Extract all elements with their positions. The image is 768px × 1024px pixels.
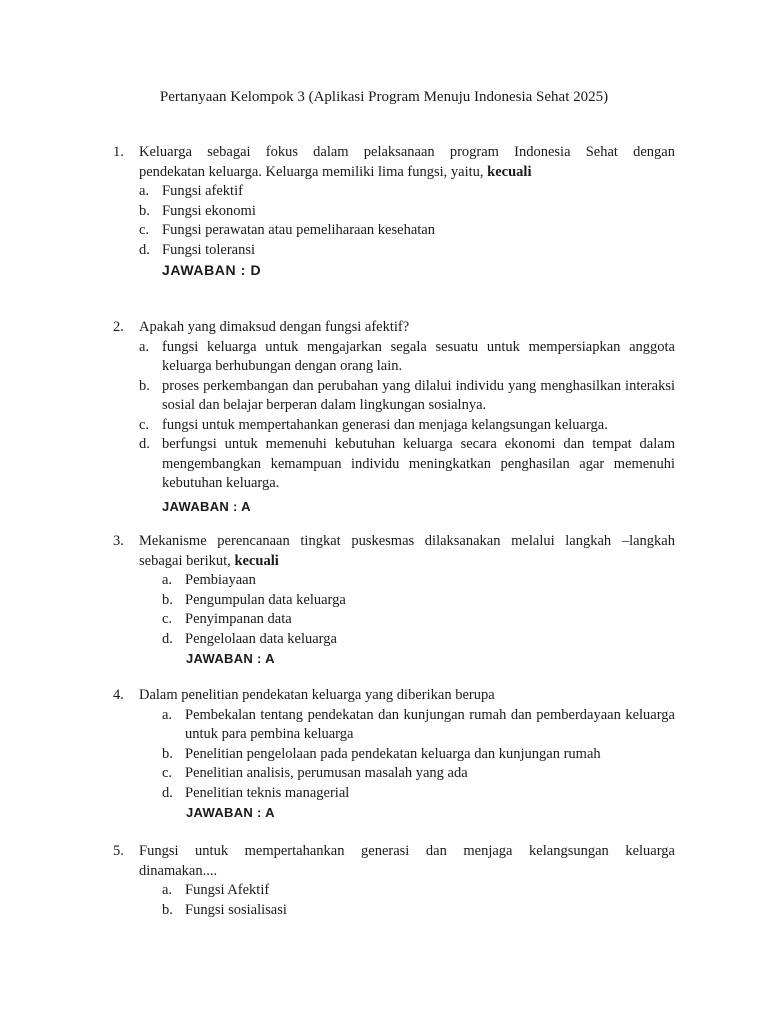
- option-text: berfungsi untuk memenuhi kebutuhan keluarga secara ekonomi dan tempat dalam mengembangkan kemampuan individu meningkatkan penghasilan agar memenuhi kebutuhan keluarga.: [162, 436, 675, 491]
- question-text-tail: sebagai berikut,: [139, 552, 235, 569]
- answer-label: JAWABAN : A: [162, 498, 251, 514]
- question-text-line: Mekanisme perencanaan tingkat puskesmas dilaksanakan melalui langkah –langkah: [139, 533, 675, 549]
- option-a: [162, 571, 675, 591]
- option-text: Fungsi perawatan atau pemeliharaan kesehatan: [162, 222, 435, 238]
- option-a: [139, 182, 675, 202]
- option-a: [139, 338, 675, 377]
- option-text: Fungsi sosialisasi: [185, 901, 287, 918]
- option-letter: d.: [162, 784, 173, 801]
- option-text: Fungsi afektif: [162, 183, 243, 199]
- option-letter: a.: [139, 183, 150, 199]
- question-number: 2.: [113, 319, 124, 335]
- option-letter: b.: [162, 901, 173, 918]
- question-3: [113, 532, 675, 669]
- question-5: [113, 842, 675, 920]
- question-text-last-line: [139, 163, 675, 183]
- option-text: Penelitian teknis managerial: [185, 784, 350, 801]
- question-text: [139, 842, 675, 881]
- question-text-last-line: Apakah yang dimaksud dengan fungsi afektif?: [139, 319, 410, 335]
- option-letter: c.: [139, 416, 150, 433]
- option-text: fungsi keluarga untuk mengajarkan segala sesuatu untuk mempersiapkan anggota keluarga berhubungan dengan orang lain.: [162, 338, 675, 374]
- option-list: [113, 182, 675, 260]
- option-list: [113, 881, 675, 920]
- question-text: [139, 143, 675, 182]
- option-list: [113, 571, 675, 649]
- answer-label: JAWABAN : A: [186, 805, 275, 820]
- option-c: [139, 416, 675, 436]
- option-d: [139, 435, 675, 494]
- answer-label: JAWABAN : A: [186, 651, 275, 666]
- question-text: [139, 318, 675, 338]
- option-text: Pengelolaan data keluarga: [185, 630, 337, 647]
- option-text: Fungsi Afektif: [185, 882, 270, 898]
- question-text-last-line: [139, 552, 675, 572]
- option-list: [113, 338, 675, 494]
- option-text: Pembekalan tentang pendekatan dan kunjungan rumah dan pemberdayaan keluarga untuk para pembina keluarga: [185, 706, 675, 742]
- option-c: [162, 764, 675, 784]
- option-letter: b.: [139, 377, 150, 394]
- option-letter: d.: [139, 241, 150, 258]
- option-text: proses perkembangan dan perubahan yang dilalui individu yang menghasilkan interaksi sosial dan belajar berperan dalam lingkungan sosialnya.: [162, 377, 675, 413]
- option-c: [162, 610, 675, 630]
- option-text: Fungsi toleransi: [162, 241, 256, 258]
- question-number: 3.: [113, 533, 124, 549]
- option-a: [162, 706, 675, 745]
- option-b: [162, 901, 675, 921]
- question-text: [139, 532, 675, 571]
- question-4: [113, 686, 675, 823]
- question-text-last-line: dinamakan....: [139, 862, 218, 879]
- option-letter: d.: [162, 630, 173, 647]
- page-title: Pertanyaan Kelompok 3 (Aplikasi Program Menuju Indonesia Sehat 2025): [159, 89, 609, 105]
- option-letter: b.: [162, 591, 173, 608]
- option-text: fungsi untuk mempertahankan generasi dan menjaga kelangsungan keluarga.: [162, 416, 608, 433]
- option-letter: c.: [162, 611, 173, 627]
- option-letter: a.: [139, 338, 150, 355]
- option-b: [139, 377, 675, 416]
- option-letter: a.: [162, 882, 173, 898]
- option-letter: b.: [139, 202, 150, 219]
- option-letter: a.: [162, 706, 173, 723]
- option-d: [139, 241, 675, 261]
- option-text: Penelitian analisis, perumusan masalah yang ada: [185, 765, 468, 781]
- option-b: [139, 202, 675, 222]
- question-keyword: kecuali: [487, 163, 532, 180]
- option-letter: b.: [162, 745, 173, 762]
- answer-label: JAWABAN : D: [162, 262, 262, 278]
- option-b: [162, 745, 675, 765]
- option-b: [162, 591, 675, 611]
- question-text: [139, 686, 675, 706]
- question-text-last-line: Dalam penelitian pendekatan keluarga yang diberikan berupa: [139, 687, 495, 703]
- question-number: 1.: [113, 144, 124, 160]
- option-a: [162, 881, 675, 901]
- option-d: [162, 784, 675, 804]
- option-text: Fungsi ekonomi: [162, 202, 256, 219]
- option-text: Pembiayaan: [185, 572, 256, 588]
- option-letter: c.: [162, 765, 173, 781]
- question-keyword: kecuali: [234, 552, 279, 569]
- option-text: Penelitian pengelolaan pada pendekatan keluarga dan kunjungan rumah: [185, 745, 601, 762]
- option-text: Pengumpulan data keluarga: [185, 591, 346, 608]
- question-1: [113, 143, 675, 280]
- option-c: [139, 221, 675, 241]
- option-letter: a.: [162, 572, 173, 588]
- question-text-line: Keluarga sebagai fokus dalam pelaksanaan program Indonesia Sehat dengan: [139, 144, 675, 160]
- option-d: [162, 630, 675, 650]
- option-list: [113, 706, 675, 804]
- option-letter: c.: [139, 222, 150, 238]
- option-text: Penyimpanan data: [185, 611, 292, 627]
- question-number: 5.: [113, 843, 124, 859]
- question-2: [113, 318, 675, 517]
- option-letter: d.: [139, 436, 150, 452]
- question-number: 4.: [113, 687, 124, 703]
- question-text-line: Fungsi untuk mempertahankan generasi dan menjaga kelangsungan keluarga: [139, 843, 675, 859]
- question-text-tail: pendekatan keluarga. Keluarga memiliki lima fungsi, yaitu,: [139, 163, 488, 180]
